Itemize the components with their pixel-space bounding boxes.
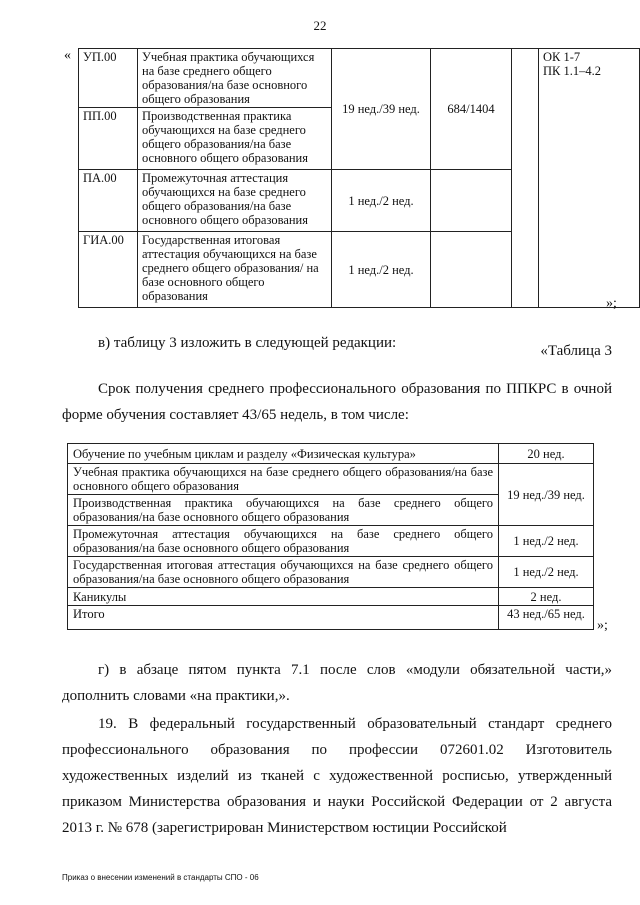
table3-label: «Таблица 3: [540, 343, 612, 359]
table-cell-code: ГИА.00: [79, 232, 138, 308]
table-cell-value: 20 нед.: [499, 444, 594, 464]
paragraph-duration: Срок получения среднего профессионального образования по ППКРС в очной форме обучения составляет 43/65 недель, в том числе:: [62, 381, 612, 423]
table-cell-competencies: [539, 49, 640, 308]
table-cell-name: Государственная итоговая аттестация обучающихся на базе среднего общего образования/ на базе основного общего образования: [138, 232, 332, 308]
table-cell-label: Итого: [68, 606, 499, 630]
table-cell-label: Промежуточная аттестация обучающихся на базе среднего общего образования/на базе основного общего образования: [68, 526, 499, 557]
table-cell-value: 43 нед./65 нед.: [499, 606, 594, 630]
paragraph-19: 19. В федеральный государственный образовательный стандарт среднего профессионального образования по профессии 072601.02 Изготовитель художественных изделий из тканей с художественной росписью, утвержденный приказом Министерства образования и науки Российской Федерации от 2 августа 2013 г. № 678 (зарегистрирован Министерством юстиции Российской: [62, 716, 612, 836]
curriculum-table: [78, 48, 640, 308]
table-cell-code: УП.00: [79, 49, 138, 108]
table-cell-label: Производственная практика обучающихся на базе среднего общего образования/на базе основного общего образования: [68, 495, 499, 526]
table-row: [68, 588, 594, 606]
table-cell-duration: 1 нед./2 нед.: [332, 170, 431, 232]
table-cell-name: Учебная практика обучающихся на базе среднего общего образования/на базе основного общего образования: [138, 49, 332, 108]
table-cell-hours: [431, 170, 512, 232]
table-cell-label: Государственная итоговая аттестация обучающихся на базе среднего общего образования/на базе основного общего образования: [68, 557, 499, 588]
paragraph-g: г) в абзаце пятом пункта 7.1 после слов «модули обязательной части,» дополнить словами «на практики,».: [62, 662, 612, 704]
table-cell-value: 2 нед.: [499, 588, 594, 606]
table-cell-label: Обучение по учебным циклам и разделу «Физическая культура»: [68, 444, 499, 464]
paragraph-v: в) таблицу 3 изложить в следующей редакции:: [98, 335, 397, 351]
table-row: [68, 606, 594, 630]
table-cell-duration: 19 нед./39 нед.: [332, 49, 431, 170]
table-cell-code: ПА.00: [79, 170, 138, 232]
table1-quote-open: «: [64, 48, 71, 63]
table-row: [79, 49, 640, 108]
table-cell-value: 19 нед./39 нед.: [499, 464, 594, 526]
competencies-line: ОК 1-7: [543, 50, 581, 64]
table-cell-name: Промежуточная аттестация обучающихся на базе среднего общего образования/на базе основного общего образования: [138, 170, 332, 232]
table-row: [68, 464, 594, 495]
table-cell-empty: [512, 49, 539, 308]
duration-table: [67, 443, 594, 630]
footer: Приказ о внесении изменений в стандарты СПО - 06: [62, 873, 259, 882]
table3-quote-close: »;: [597, 618, 608, 633]
table-cell-label: Учебная практика обучающихся на базе среднего общего образования/на базе основного общего образования: [68, 464, 499, 495]
table-row: [68, 444, 594, 464]
table-cell-value: 1 нед./2 нед.: [499, 526, 594, 557]
table-cell-hours: [431, 232, 512, 308]
table-row: [68, 557, 594, 588]
competencies-line: ПК 1.1–4.2: [543, 64, 601, 78]
page-number: 22: [313, 18, 327, 33]
table1-quote-close: »;: [606, 296, 617, 311]
table-cell-code: ПП.00: [79, 108, 138, 170]
table-cell-value: 1 нед./2 нед.: [499, 557, 594, 588]
table-row: [68, 526, 594, 557]
table-cell-hours: 684/1404: [431, 49, 512, 170]
table-cell-name: Производственная практика обучающихся на базе среднего общего образования/на базе основного общего образования: [138, 108, 332, 170]
table-cell-duration: 1 нед./2 нед.: [332, 232, 431, 308]
table-cell-label: Каникулы: [68, 588, 499, 606]
